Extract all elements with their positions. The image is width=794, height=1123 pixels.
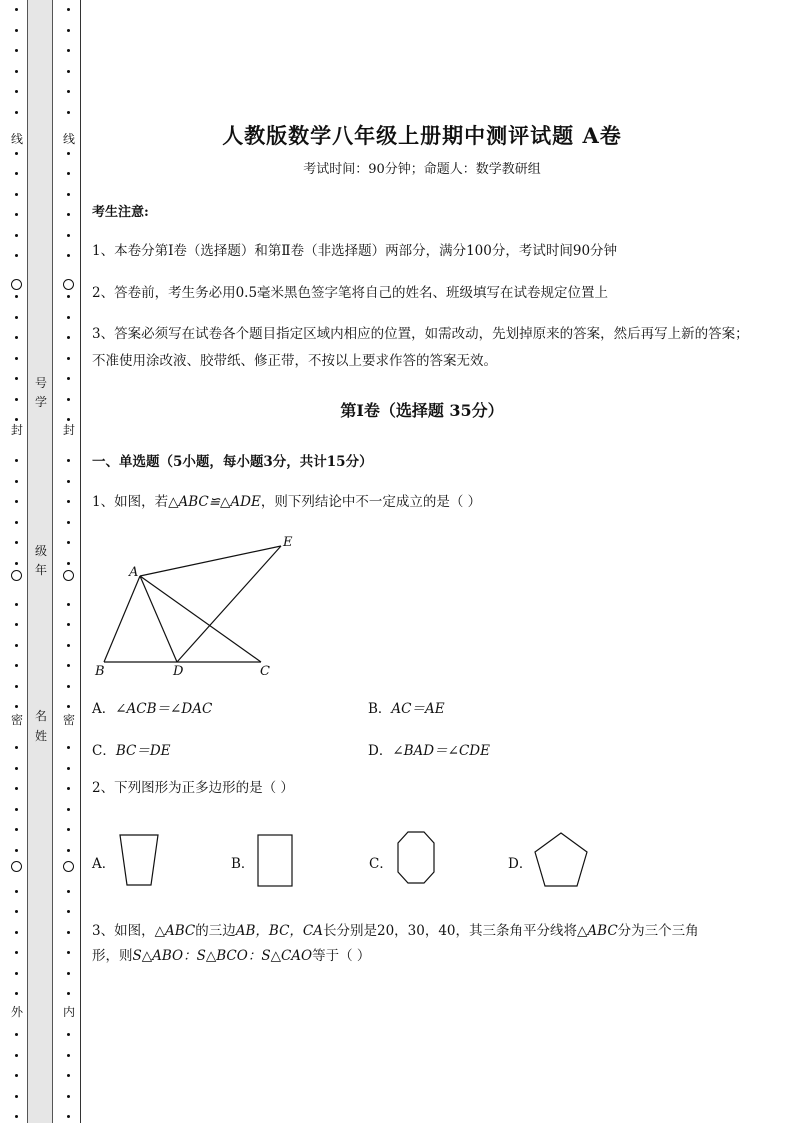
inner-dot: [67, 910, 70, 913]
outer-dot: [15, 213, 18, 216]
outer-dot: [15, 746, 18, 749]
outer-dot: [15, 644, 18, 647]
inner-dot: [67, 1095, 70, 1098]
inner-dot: [67, 213, 70, 216]
q3-text-1: 的三边: [195, 923, 236, 939]
inner-dot: [67, 398, 70, 401]
outer-dot: [15, 1054, 18, 1057]
outer-dot: [15, 398, 18, 401]
exam-subtitle: 考试时间：90分钟；命题人：数学教研组: [303, 162, 541, 177]
inner-dot: [67, 931, 70, 934]
outer-dot: [15, 541, 18, 544]
inner-dot: [67, 172, 70, 175]
outer-dot: [15, 849, 18, 852]
inner-dot: [67, 767, 70, 770]
inner-dot: [67, 90, 70, 93]
trapezoid-shape: [118, 832, 162, 888]
q3-math-3: △ABC: [577, 923, 618, 939]
inner-dot: [67, 787, 70, 790]
q1-option-d[interactable]: [368, 739, 490, 759]
outer-dot: [15, 972, 18, 975]
outer-dot: [15, 623, 18, 626]
label-e: E: [283, 535, 293, 550]
inner-dot: [67, 70, 70, 73]
outer-dot: [15, 316, 18, 319]
notice-item-2: 2、答卷前，考生务必用0.5毫米黑色签字笔将自己的姓名、班级填写在试卷规定位置上: [92, 285, 609, 301]
q1-stem-prefix: 1、如图，若: [92, 494, 169, 510]
inner-dot: [67, 562, 70, 565]
label-a: A: [129, 565, 139, 580]
outer-dot: [15, 90, 18, 93]
outer-dot: [15, 705, 18, 708]
strip-label-xing: 姓: [34, 729, 47, 743]
inner-mark: 线: [62, 132, 75, 146]
part-heading: 一、单选题（5小题，每小题3分，共计15分）: [92, 454, 373, 470]
outer-dot: [15, 49, 18, 52]
inner-dot: [67, 49, 70, 52]
outer-dot: [15, 377, 18, 380]
q3-math-2: AB，BC，CA: [235, 923, 323, 939]
inner-dot: [67, 152, 70, 155]
outer-dot: [15, 418, 18, 421]
inner-dot: [67, 644, 70, 647]
inner-dot: [67, 849, 70, 852]
inner-dot: [67, 664, 70, 667]
section-title: 第I卷（选择题 35分）: [340, 401, 504, 420]
q1-option-a-text: ∠ACB＝∠DAC: [115, 701, 213, 717]
inner-dot: [67, 459, 70, 462]
inner-dot: [67, 992, 70, 995]
outer-dot: [15, 890, 18, 893]
inner-dot: [67, 316, 70, 319]
outer-dot: [15, 1115, 18, 1118]
q3-prefix: 3、如图，: [92, 923, 155, 939]
outer-dot: [15, 459, 18, 462]
outer-circle: [11, 861, 22, 872]
inner-dot: [67, 418, 70, 421]
q1-stem-math: △ABC≌△ADE: [168, 494, 261, 510]
inner-dot: [67, 1033, 70, 1036]
strip-label-ming: 名: [34, 709, 47, 723]
q3-math-1: △ABC: [154, 923, 196, 939]
inner-dot: [67, 890, 70, 893]
inner-dot: [67, 746, 70, 749]
outer-mark: 外: [10, 1005, 23, 1019]
q2-option-b[interactable]: B．: [231, 856, 255, 872]
inner-dot: [67, 808, 70, 811]
inner-dot: [67, 541, 70, 544]
inner-dot: [67, 357, 70, 360]
segment-de: [177, 546, 281, 662]
inner-dot: [67, 29, 70, 32]
label-d: D: [173, 664, 184, 679]
outer-dot: [15, 767, 18, 770]
outer-dotted-line: [10, 0, 22, 1123]
inner-dot: [67, 951, 70, 954]
outer-dot: [15, 603, 18, 606]
inner-dot: [67, 521, 70, 524]
student-info-strip: [27, 0, 53, 1123]
inner-dot: [67, 377, 70, 380]
q1-option-d-letter: D．: [368, 743, 393, 759]
outer-dot: [15, 357, 18, 360]
inner-dot: [67, 603, 70, 606]
q3-text-2: 长分别是20，30，40，其三条角平分线将: [322, 923, 578, 939]
q1-option-a[interactable]: [92, 697, 212, 717]
inner-dotted-line: [62, 0, 74, 1123]
outer-dot: [15, 828, 18, 831]
q3-text-3: 分为三个三角: [617, 923, 699, 939]
outer-dot: [15, 295, 18, 298]
label-c: C: [260, 664, 270, 679]
question-1-stem: [92, 489, 752, 516]
pentagon-shape: [532, 830, 590, 890]
inner-mark: 封: [62, 423, 75, 437]
strip-label-hao: 号: [34, 376, 47, 390]
inner-dot: [67, 480, 70, 483]
outer-dot: [15, 562, 18, 565]
outer-dot: [15, 234, 18, 237]
outer-dot: [15, 808, 18, 811]
inner-dot: [67, 685, 70, 688]
outer-mark: 密: [10, 713, 23, 727]
inner-dot: [67, 111, 70, 114]
inner-dot: [67, 254, 70, 257]
outer-mark: 封: [10, 423, 23, 437]
octagon-shape: [394, 830, 438, 886]
inner-dot: [67, 828, 70, 831]
q1-option-b-letter: B．: [368, 701, 392, 717]
strip-label-ji: 级: [34, 544, 47, 558]
outer-dot: [15, 336, 18, 339]
outer-circle: [11, 279, 22, 290]
inner-dot: [67, 193, 70, 196]
q1-option-b[interactable]: [368, 697, 445, 717]
outer-dot: [15, 521, 18, 524]
margin-border-line: [80, 0, 81, 1123]
question-3-line-1: [92, 918, 752, 945]
outer-dot: [15, 8, 18, 11]
q2-option-c[interactable]: C．: [369, 856, 393, 872]
question-2-stem: 2、下列图形为正多边形的是（ ）: [92, 780, 294, 796]
page-title: 人教版数学八年级上册期中测评试题 A卷: [222, 123, 622, 148]
q1-option-d-text: ∠BAD＝∠CDE: [392, 743, 490, 759]
notice-item-3: 3、答案必须写在试卷各个题目指定区域内相应的位置，如需改动，先划掉原来的答案，然后再写上新的答案；不准使用涂改液、胶带纸、修正带，不按以上要求作答的答案无效。: [92, 326, 749, 369]
segment-ab: [104, 576, 140, 662]
notice-heading: 考生注意:: [92, 205, 149, 220]
inner-circle: [63, 570, 74, 581]
outer-dot: [15, 1095, 18, 1098]
outer-dot: [15, 254, 18, 257]
q3-line2-math: S△ABO：S△BCO：S△CAO: [132, 948, 313, 964]
q1-option-a-letter: A．: [92, 701, 116, 717]
q1-option-b-text: AC＝AE: [391, 701, 445, 717]
notice-item-1: 1、本卷分第I卷（选择题）和第Ⅱ卷（非选择题）两部分，满分100分，考试时间90分钟: [92, 243, 618, 259]
outer-dot: [15, 787, 18, 790]
inner-circle: [63, 861, 74, 872]
outer-dot: [15, 152, 18, 155]
outer-dot: [15, 951, 18, 954]
segment-ae: [140, 546, 281, 576]
outer-dot: [15, 931, 18, 934]
q2-option-d[interactable]: D．: [508, 856, 533, 872]
outer-dot: [15, 70, 18, 73]
q1-triangle-figure: [92, 528, 312, 683]
label-b: B: [95, 664, 105, 679]
inner-dot: [67, 234, 70, 237]
q1-option-c-text: BC＝DE: [115, 743, 171, 759]
outer-dot: [15, 910, 18, 913]
outer-dot: [15, 111, 18, 114]
inner-dot: [67, 623, 70, 626]
strip-label-xue: 学: [34, 395, 47, 409]
binding-margin: [0, 0, 84, 1123]
outer-dot: [15, 664, 18, 667]
outer-dot: [15, 193, 18, 196]
q1-stem-suffix: ，则下列结论中不一定成立的是（ ）: [260, 494, 482, 510]
inner-dot: [67, 8, 70, 11]
outer-dot: [15, 992, 18, 995]
question-3-line-2: [92, 943, 752, 970]
q3-line2-prefix: 形，则: [92, 948, 133, 964]
q2-option-a[interactable]: A．: [92, 856, 116, 872]
inner-dot: [67, 705, 70, 708]
inner-dot: [67, 1054, 70, 1057]
inner-dot: [67, 500, 70, 503]
outer-dot: [15, 1033, 18, 1036]
outer-dot: [15, 1074, 18, 1077]
inner-mark: 密: [62, 713, 75, 727]
outer-mark: 线: [10, 132, 23, 146]
outer-dot: [15, 685, 18, 688]
inner-dot: [67, 336, 70, 339]
inner-dot: [67, 295, 70, 298]
q1-option-c-letter: C．: [92, 743, 116, 759]
outer-dot: [15, 172, 18, 175]
inner-mark: 内: [62, 1005, 75, 1019]
inner-dot: [67, 1074, 70, 1077]
outer-dot: [15, 500, 18, 503]
outer-dot: [15, 29, 18, 32]
inner-dot: [67, 972, 70, 975]
q1-option-c[interactable]: [92, 739, 171, 759]
inner-circle: [63, 279, 74, 290]
strip-label-nian: 年: [34, 563, 47, 577]
rectangle-shape: [256, 833, 296, 889]
outer-dot: [15, 480, 18, 483]
outer-circle: [11, 570, 22, 581]
q3-line2-suffix: 等于（ ）: [312, 948, 371, 964]
inner-dot: [67, 1115, 70, 1118]
